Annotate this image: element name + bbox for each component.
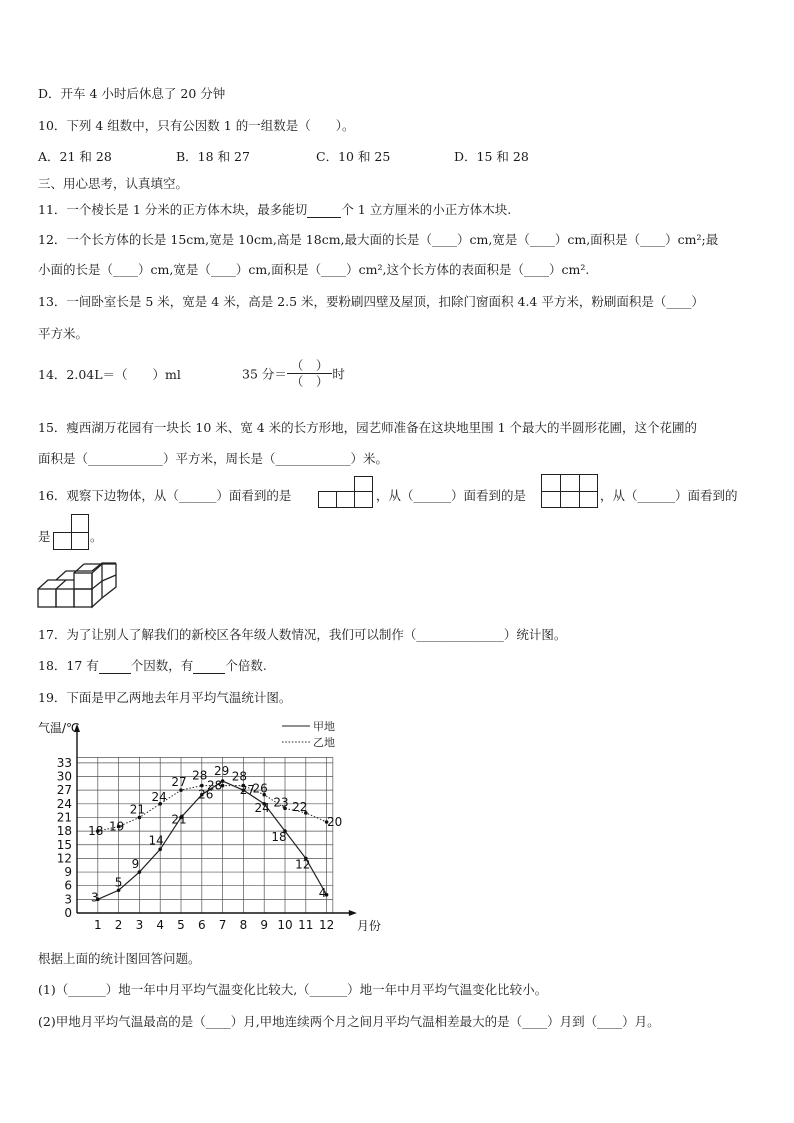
data-label: 22 — [292, 799, 308, 814]
x-tick-label: 2 — [114, 918, 123, 932]
q16-text-d: 是 — [38, 529, 51, 544]
x-tick-label: 4 — [156, 918, 165, 932]
q14-text-a: 14．2.04L＝（ ）ml — [38, 366, 181, 382]
x-axis-label: 月份 — [356, 919, 381, 933]
q19-stem: 19．下面是甲乙两地去年月平均气温统计图。 — [38, 690, 292, 705]
data-label: 26 — [198, 787, 214, 802]
x-tick-label: 9 — [260, 918, 269, 932]
q10-option-b: B．18 和 27 — [176, 149, 250, 164]
data-label: 19 — [108, 819, 125, 834]
q10-stem: 10．下列 4 组数中，只有公因数 1 的一组数是（ ）。 — [38, 118, 355, 133]
q11-text-b: 个 1 立方厘米的小正方体木块. — [341, 202, 512, 217]
y-tick-label: 18 — [56, 824, 72, 839]
chart-labels — [38, 719, 381, 933]
x-tick-label: 10 — [277, 918, 293, 932]
data-label: 28 — [192, 768, 208, 783]
q9-option-d: D．开车 4 小时后休息了 20 分钟 — [38, 86, 226, 101]
q10-option-c: C．10 和 25 — [316, 149, 391, 164]
q16-view-1 — [318, 476, 374, 508]
data-label: 4 — [318, 885, 327, 900]
q14-fraction-denominator[interactable]: （ ） — [290, 374, 329, 389]
data-label: 18 — [88, 824, 104, 839]
x-tick-label: 8 — [239, 918, 248, 932]
section-heading: 三、用心思考，认真填空。 — [38, 176, 189, 191]
q19-sub2: (2)甲地月平均气温最高的是（____）月,甲地连续两个月之间月平均气温相差最大的是（____）月到（____）月。 — [38, 1014, 660, 1029]
q18-text-c: 个倍数. — [225, 658, 267, 673]
data-label: 5 — [114, 875, 123, 890]
data-label: 28 — [231, 769, 248, 784]
q14-fraction — [287, 358, 333, 389]
data-label: 21 — [171, 812, 187, 827]
q16-text-e-wrap — [90, 527, 103, 545]
q16-text-e: 。 — [90, 529, 103, 544]
q12-line2: 小面的长是（____）cm,宽是（____）cm,面积是（____）cm²,这个长方体的表面积是（____）cm². — [38, 262, 590, 277]
x-tick-label: 5 — [177, 918, 185, 932]
x-axis-arrow — [349, 910, 357, 916]
q15-line1: 15．瘦西湖万花园有一块长 10 米、宽 4 米的长方形地，园艺师准备在这块地里围 1 个最大的半圆形花圃，这个花圃的 — [38, 420, 698, 435]
q18-text-b: 个因数，有 — [130, 658, 194, 673]
data-label: 27 — [239, 783, 256, 798]
legend-label: 乙地 — [313, 736, 335, 749]
x-tick-label: 1 — [93, 918, 102, 932]
q16-cube-figure — [36, 561, 118, 609]
temperature-line-chart — [34, 716, 381, 936]
q18-text-a: 18．17 有 — [38, 658, 99, 673]
data-label: 20 — [326, 815, 343, 829]
data-label: 9 — [131, 857, 140, 872]
q11-blank[interactable] — [307, 202, 341, 218]
q14-text-c: 时 — [332, 366, 345, 382]
y-tick-label: 33 — [56, 755, 72, 770]
legend-label: 甲地 — [313, 720, 335, 733]
q14-text-b: 35 分＝ — [242, 366, 287, 382]
q16-view-2 — [541, 474, 598, 508]
data-label: 24 — [151, 789, 167, 804]
y-tick-label: 27 — [56, 783, 72, 798]
after-chart-instruction: 根据上面的统计图回答问题。 — [38, 951, 201, 966]
q13-line1: 13．一间卧室长是 5 米，宽是 4 米，高是 2.5 米，要粉刷四壁及屋顶，扣除门窗面积 4.4 平方米，粉刷面积是（____） — [38, 294, 704, 309]
q18-blank-1[interactable] — [99, 658, 131, 674]
data-label: 12 — [295, 857, 311, 872]
x-tick-label: 11 — [298, 918, 314, 932]
data-label: 26 — [252, 781, 268, 796]
data-label: 18 — [271, 830, 287, 845]
q17: 17．为了让别人了解我们的新校区各年级人数情况，我们可以制作（______________）统计图。 — [38, 627, 567, 642]
q16-line1 — [38, 486, 291, 504]
q14-fraction-numerator[interactable]: （ ） — [287, 358, 333, 374]
data-label: 27 — [171, 775, 187, 790]
data-point — [158, 848, 162, 852]
data-label: 28 — [206, 778, 223, 793]
q12-line1: 12．一个长方体的长是 15cm,宽是 10cm,高是 18cm,最大面的长是（____）cm,宽是（____）cm,面积是（____）cm²;最 — [38, 232, 719, 247]
y-tick-label: 24 — [56, 796, 72, 811]
q13-line2: 平方米。 — [38, 326, 89, 341]
q11 — [38, 200, 511, 218]
q15-line2: 面积是（____________）平方米，周长是（____________）米。 — [38, 451, 389, 466]
data-label: 24 — [254, 800, 270, 815]
q16-text-b-wrap — [376, 486, 526, 504]
y-tick-label: 0 — [64, 906, 72, 920]
y-tick-label: 21 — [56, 810, 72, 825]
y-tick-label: 15 — [56, 837, 72, 852]
x-tick-label: 3 — [135, 918, 144, 932]
data-label: 14 — [148, 833, 164, 848]
q10-option-d: D．15 和 28 — [454, 149, 529, 164]
q19-sub1: (1)（______）地一年中月平均气温变化比较大,（______）地一年中月平均气温变化比较小。 — [38, 982, 548, 997]
y-tick-label: 6 — [64, 878, 72, 893]
q14 — [38, 358, 345, 389]
y-tick-label: 30 — [56, 769, 72, 784]
q16-view-3 — [53, 514, 89, 550]
q16-text-c: ，从（______）面看到的 — [600, 488, 738, 503]
y-axis-label: 气温/℃ — [38, 721, 80, 735]
data-label: 29 — [213, 764, 230, 779]
q16-text-c-wrap — [600, 486, 738, 504]
y-tick-label: 12 — [56, 851, 72, 866]
x-tick-label: 12 — [318, 918, 335, 932]
y-tick-label: 3 — [64, 892, 72, 907]
q18-blank-2[interactable] — [193, 658, 225, 674]
q16-text-b: ，从（______）面看到的是 — [376, 488, 527, 503]
q18 — [38, 656, 267, 674]
x-tick-label: 7 — [218, 918, 227, 932]
q16-text-d-wrap — [38, 527, 51, 545]
q10-option-a: A．21 和 28 — [38, 149, 112, 164]
x-tick-label: 6 — [197, 918, 206, 932]
data-label: 21 — [129, 802, 146, 817]
data-label: 3 — [90, 890, 99, 905]
q16-text-a: 16．观察下边物体，从（______）面看到的是 — [38, 488, 292, 503]
y-tick-label: 9 — [64, 865, 72, 880]
data-label: 23 — [273, 795, 289, 810]
q11-text-a: 11．一个棱长是 1 分米的正方体木块，最多能切 — [38, 202, 308, 217]
